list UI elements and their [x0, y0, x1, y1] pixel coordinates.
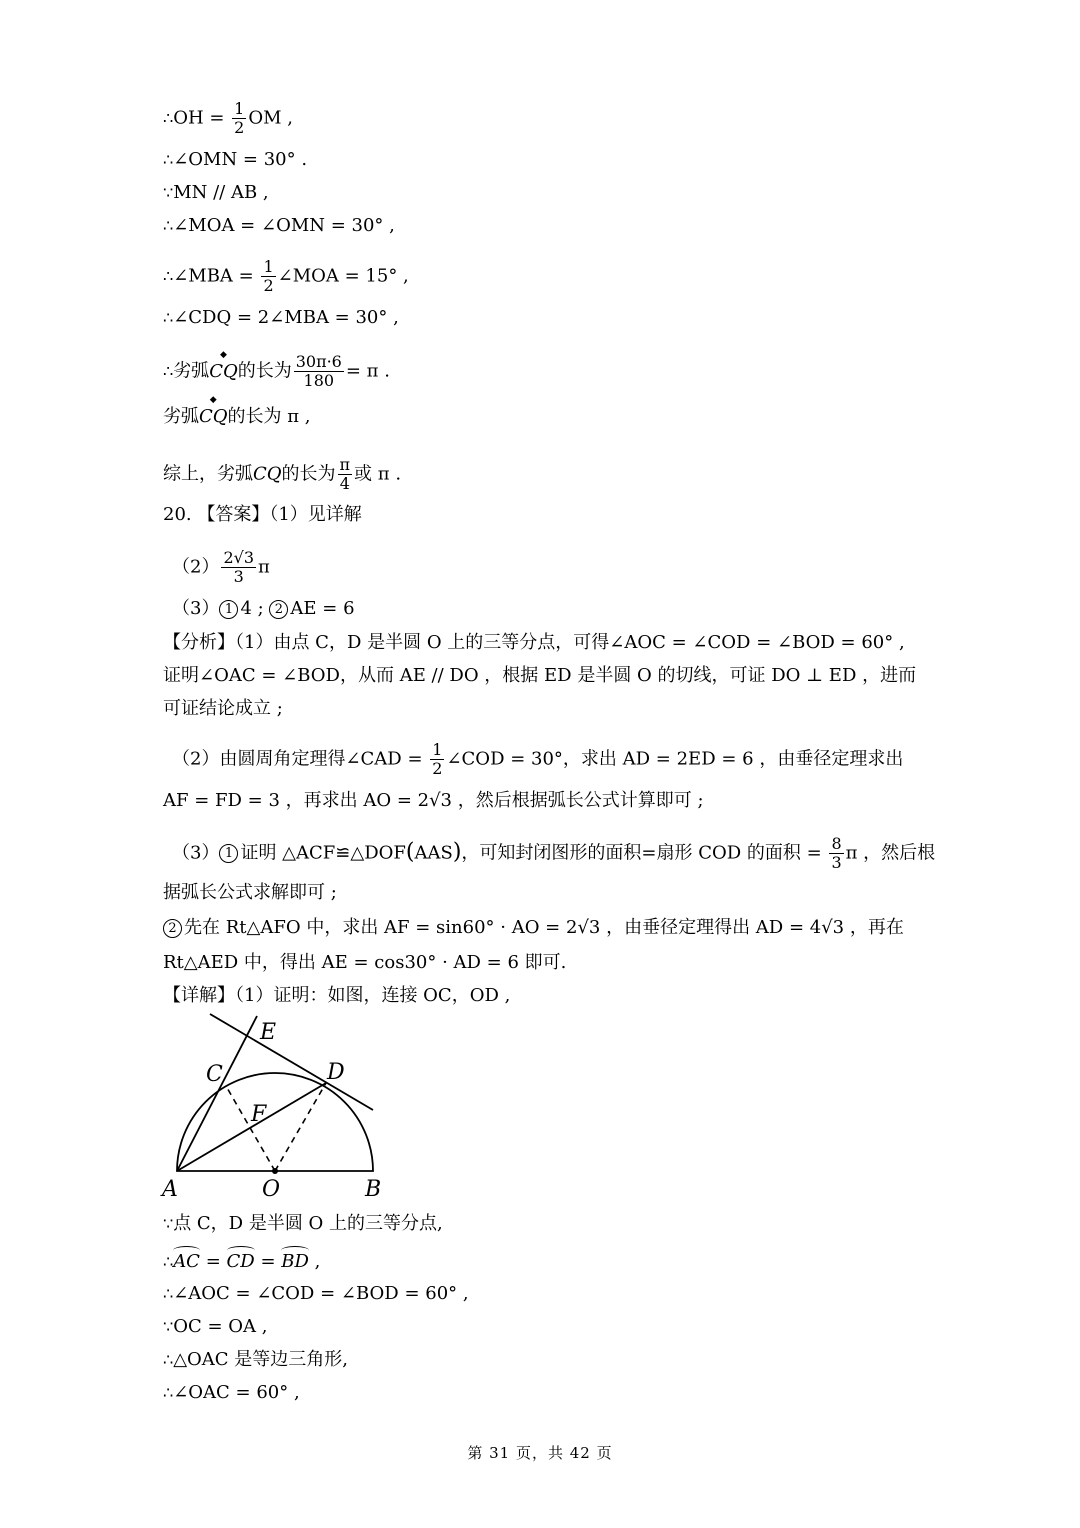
center-point-o [272, 1168, 278, 1174]
fraction: $\frac{2√3}{3}$ [223, 548, 255, 586]
label-c: C [206, 1062, 223, 1087]
fraction: $\frac{1}{2}$ [263, 257, 274, 295]
line-analysis-part3: （3） 1 证明 △ACF≌△DOF(AAS)，可知封闭图形的面积=扇形 COD 的面积 = $\frac{8}{3}$ π ，然后根 [172, 834, 936, 872]
line-analysis-3: 可证结论成立 ; [163, 698, 283, 719]
semicircle-figure [150, 1008, 390, 1204]
therefore-symbol: ∴ [163, 308, 174, 327]
because-symbol: ∵ [163, 1214, 174, 1233]
semicircle [177, 1073, 373, 1171]
fraction: $\frac{30\pi\cdot 6}{180}$ [295, 352, 342, 390]
line-angle-mba: ∴∠MBA = $\frac{1}{2}$ ∠MOA = 15° , [163, 257, 409, 295]
line-analysis-part2-b: AF = FD = 3 ，再求出 AO = 2√3 ，然后根据弧长公式计算即可 ; [163, 790, 704, 811]
line-angle-oac: ∴∠OAC = 60° , [163, 1382, 300, 1403]
circled-number: 1 [219, 600, 238, 619]
therefore-symbol: ∴ [163, 361, 174, 381]
tangent-ed [210, 1014, 373, 1110]
line-detail-heading: 【详解】（1）证明：如图，连接 OC，OD , [163, 985, 511, 1006]
line-analysis-part3-c: 2 先在 Rt△AFO 中，求出 AF = sin60° · AO = 2√3 ，由垂径定理得出 AD = 4√3 ，再在 [163, 916, 904, 940]
circled-number: 2 [163, 919, 182, 938]
line-analysis-part2: （2）由圆周角定理得∠CAD = $\frac{1}{2}$ ∠COD = 30°，求出 AD = 2ED = 6 ，由垂径定理求出 [172, 740, 904, 778]
line-angles-60: ∴∠AOC = ∠COD = ∠BOD = 60° , [163, 1283, 469, 1304]
because-symbol: ∵ [163, 183, 174, 202]
therefore-symbol: ∴ [163, 1252, 174, 1271]
fraction: $\frac{1}{2}$ [234, 99, 245, 137]
therefore-symbol: ∴ [163, 108, 174, 128]
line-oc-oa: ∵OC = OA , [163, 1316, 268, 1337]
line-analysis-1: 【分析】（1）由点 C，D 是半圆 O 上的三等分点，可得∠AOC = ∠COD = ∠BOD = 60° , [163, 632, 905, 653]
arc-cq: ◆ CQ [209, 349, 238, 382]
line-angle-omn: ∴∠OMN = 30° . [163, 149, 308, 170]
therefore-symbol: ∴ [163, 1350, 174, 1369]
line-angle-moa: ∴∠MOA = ∠OMN = 30° , [163, 215, 395, 236]
because-symbol: ∵ [163, 1317, 174, 1336]
dashed-od [275, 1083, 326, 1171]
line-summary: 综上，劣弧CQ的长为 $\frac{\pi}{4}$ 或 π . [163, 455, 402, 493]
circled-number: 1 [219, 844, 238, 863]
line-answer-part3: （3） 1 4 ; 2 AE = 6 [172, 598, 355, 619]
fraction: $\frac{\pi}{4}$ [339, 455, 351, 493]
label-d: D [327, 1060, 345, 1085]
page-footer: 第 31 页，共 42 页 [467, 1444, 613, 1462]
circled-number: 2 [269, 600, 288, 619]
line-trisection-points: ∵点 C，D 是半圆 O 上的三等分点, [163, 1213, 443, 1234]
therefore-symbol: ∴ [163, 266, 174, 286]
therefore-symbol: ∴ [163, 150, 174, 169]
line-analysis-2: 证明∠OAC = ∠BOD，从而 AE // DO ，根据 ED 是半圆 O 的切线，可证 DO ⊥ ED ，进而 [163, 665, 917, 686]
label-o: O [262, 1177, 281, 1202]
arc-bd: BD [281, 1251, 309, 1272]
fraction: $\frac{1}{2}$ [432, 740, 443, 778]
label-f: F [251, 1102, 267, 1127]
therefore-symbol: ∴ [163, 1284, 174, 1303]
fraction: $\frac{8}{3}$ [831, 834, 842, 872]
line-oh-half-om: ∴OH = $\frac{1}{2}$ OM , [163, 99, 293, 137]
arc-cq: ◆ CQ [199, 395, 228, 427]
line-equilateral: ∴△OAC 是等边三角形, [163, 1349, 349, 1370]
therefore-symbol: ∴ [163, 1383, 174, 1402]
line-analysis-part3-b: 据弧长公式求解即可 ; [163, 882, 337, 903]
line-arc-length-pi: 劣弧 ◆ CQ的长为 π , [163, 395, 311, 427]
line-analysis-part3-d: Rt△AED 中，得出 AE = cos30° · AD = 6 即可. [163, 952, 567, 973]
label-b: B [365, 1177, 382, 1202]
line-arc-length-calc: ∴劣弧 ◆ CQ的长为 $\frac{30\pi\cdot 6}{180}$ = π . [163, 349, 390, 390]
line-answer-part2: （2） $\frac{2√3}{3}$ π [172, 548, 270, 586]
line-equal-arcs: ∴AC = CD = BD , [163, 1251, 321, 1272]
therefore-symbol: ∴ [163, 216, 174, 235]
dashed-oc [226, 1086, 275, 1171]
arc-ac: AC [173, 1251, 200, 1272]
line-mn-parallel-ab: ∵MN // AB , [163, 182, 269, 203]
line-angle-cdq: ∴∠CDQ = 2∠MBA = 30° , [163, 307, 399, 328]
label-e: E [260, 1020, 277, 1045]
label-a: A [162, 1177, 178, 1202]
line-q20-answer: 20. 【答案】（1）见详解 [163, 504, 362, 525]
arc-cd: CD [226, 1251, 255, 1272]
